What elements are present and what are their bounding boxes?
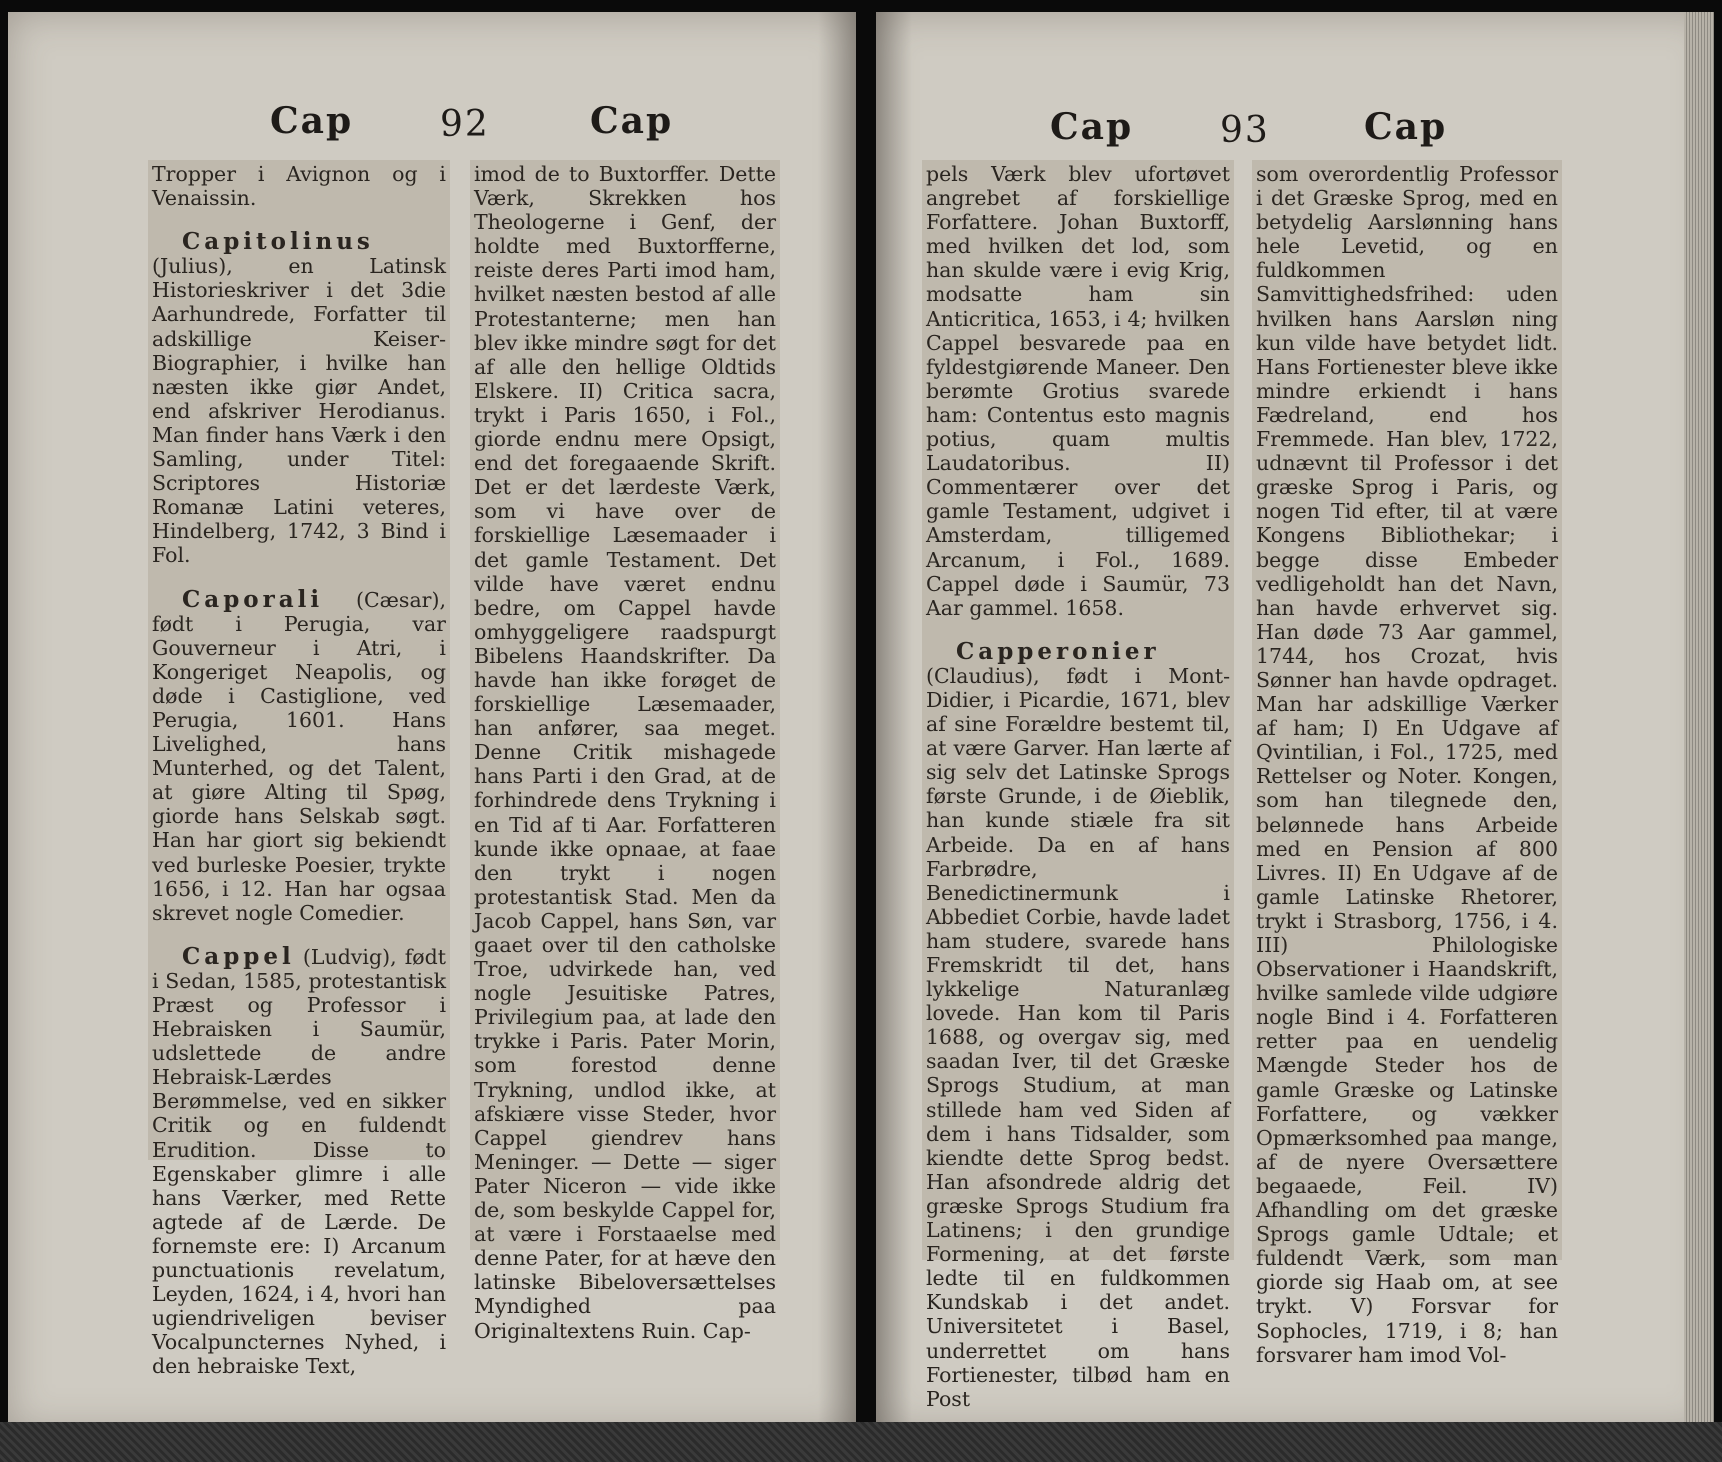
- paragraph: Tropper i Avignon og i Venaissin.: [152, 162, 446, 211]
- paragraph: imod de to Buxtorffer. Dette Værk, Skrekken hos Theologerne i Genf, der holdte med Buxtorfferne, reiste deres Parti imod ham, hvilket næsten bestod af alle Protestanterne; men han blev ikke mindre søgt for det af alle den hellige Oldtids Elskere. II) Critica sacra, trykt i Paris 1650, i Fol., giorde endnu mere Opsigt, end det foregaaende Skrift. Det er det lærdeste Værk, som vi have over de forskiellige Læsemaader i det gamle Testament. Det vilde have været endnu bedre, om Cappel havde omhyggeligere raadspurgt Bibelens Haandskrifter. Da havde han ikke forøget de forskiellige Læsemaader, han anfører, saa meget. Denne Critik mishagede hans Parti i den Grad, at de forhindrede dens Trykning i en Tid af ti Aar. Forfatteren kunde ikke opnaae, at faae den trykt i nogen protestantisk Stad. Men da Jacob Cappel, hans Søn, var gaaet over til den catholske Troe, udvirkede han, ved nogle Jesuitiske Patres, Privilegium paa, at lade den trykke i Paris. Pater Morin, som forestod denne Trykning, undlod ikke, at afskiære visse Steder, hvor Cappel giendrev hans Meninger. — Dette — siger Pater Niceron — vide ikke de, som beskylde Cappel for, at være i Forstaaelse med denne Pater, for at hæve den latinske Bibeloversættelses Myndighed paa Originaltextens Ruin. Cap-: [474, 162, 776, 1343]
- left-column-1: [152, 162, 446, 1379]
- headword: Capperonier: [956, 637, 1160, 665]
- right-header-right: Cap: [1364, 106, 1448, 148]
- headword: Capitolinus: [182, 228, 374, 256]
- left-column-2: [474, 162, 776, 1343]
- headword: Caporali: [182, 585, 324, 613]
- left-page-number: 92: [440, 104, 490, 145]
- entry-text: (Ludvig), født i Sedan, 1585, protestantisk Præst og Professor i Hebraisken i Saumür, udslettede de andre Hebraisk-Lærdes Berømmelse, ved en sikker Critik og en fuldendt Erudition. Disse to Egenskaber glimre i alle hans Værker, med Rette agtede af de Lærde. De fornemste ere: I) Arcanum punctuationis revelatum, Leyden, 1624, i 4, hvori han ugiendriveligen beviser Vocalpuncternes Nyhed, i den hebraiske Text,: [152, 944, 446, 1379]
- entry-text: (Julius), en Latinsk Historieskriver i det 3die Aarhundrede, Forfatter til adskillige Keiser-Biographier, i hvilke han næsten ikke giør Andet, end afskriver Herodianus. Man finder hans Værk i den Samling, under Titel: Scriptores Historiæ Romanæ Latini veteres, Hindelberg, 1742, 3 Bind i Fol.: [152, 254, 446, 568]
- page-edge-stack: [1684, 12, 1714, 1432]
- paragraph: pels Værk blev ufortøvet angrebet af forskiellige Forfattere. Johan Buxtorff, med hvilken det lod, som han skulde være i evig Krig, modsatte ham sin Anticritica, 1653, i 4; hvilken Cappel besvarede paa en fyldestgiørende Maneer. Den berømte Grotius svarede ham: Contentus esto magnis potius, quam multis Laudatoribus. II) Commentærer over det gamle Testament, udgivet i Amsterdam, tilligemed Arcanum, i Fol., 1689. Cappel døde i Saumür, 73 Aar gammel. 1658.: [926, 162, 1230, 620]
- right-page-number: 93: [1220, 110, 1270, 151]
- left-gutter-shadow: [818, 12, 856, 1432]
- entry-caporali: [152, 585, 446, 925]
- right-column-1: [926, 162, 1230, 1411]
- entry-text: (Cæsar), født i Perugia, var Gouverneur i Atri, i Kongeriget Neapolis, og døde i Castiglione, ved Perugia, 1601. Hans Livelighed, hans Munterhed, og det Talent, at giøre Alting til Spøg, giorde hans Selskab søgt. Han har giort sig bekiendt ved burleske Poesier, trykte 1656, i 12. Han har ogsaa skrevet nogle Comedier.: [152, 587, 446, 925]
- right-column-2: [1256, 162, 1558, 1367]
- left-header-right: Cap: [590, 100, 674, 142]
- paragraph: som overordentlig Professor i det Græske Sprog, med en betydelig Aarslønning hans hele Levetid, og en fuldkommen Samvittighedsfrihed: uden hvilken hans Aarsløn ning kun vilde have betydet lidt. Hans Fortienester bleve ikke mindre erkiendt i hans Fædreland, end hos Fremmede. Han blev, 1722, udnævnt til Professor i det græske Sprog i Paris, og nogen Tid efter, til at være Kongens Bibliothekar; i begge disse Embeder vedligeholdt han det Navn, han havde erhvervet sig. Han døde 73 Aar gammel, 1744, hos Crozat, hvis Sønner han havde opdraget. Man har adskillige Værker af ham; I) En Udgave af Qvintilian, i Fol., 1725, med Rettelser og Noter. Kongen, som han tilegnede den, belønnede hans Arbeide med en Pension af 800 Livres. II) En Udgave af de gamle Latinske Rhetorer, trykt i Strasborg, 1756, i 4. III) Philologiske Observationer i Haandskrift, hvilke samlede vilde udgiøre nogle Bind i 4. Forfatteren retter paa en uendelig Mængde Steder hos de gamle Græske og Latinske Forfattere, og vækker Opmærksomhed paa mange, af de nyere Oversættere begaaede, Feil. IV) Afhandling om det græske Sprogs gamle Udtale; et fuldendt Værk, som man giorde sig Haab om, at see trykt. V) Forsvar for Sophocles, 1719, i 8; han forsvarer ham imod Vol-: [1256, 162, 1558, 1367]
- right-gutter-shadow: [876, 12, 912, 1432]
- table-surface: [0, 1422, 1722, 1462]
- entry-capitolinus: [152, 230, 446, 567]
- entry-cappel: [152, 942, 446, 1379]
- headword: Cappel: [182, 942, 295, 970]
- right-header-left: Cap: [1050, 106, 1134, 148]
- entry-text: (Claudius), født i Mont-Didier, i Picardie, 1671, blev af sine Forældre bestemt til, at være Garver. Han lærte af sig selv det Latinske Sprogs første Grunde, i de Øieblik, han kunde stiæle fra sit Arbeide. Da en af hans Farbrødre, Benedictinermunk i Abbediet Corbie, havde ladet ham studere, svarede hans Fremskridt til det, hans lykkelige Naturanlæg lovede. Han kom til Paris 1688, og overgav sig, med saadan Iver, til det Græske Sprogs Studium, at man stillede ham ved Siden af dem i hans Tidsalder, som kiendte dette Sprog bedst. Han afsondrede aldrig det græske Sprogs Studium fra Latinens; i den grundige Formening, at det første ledte til en fuldkommen Kundskab i det andet. Universitetet i Basel, underrettet om hans Fortienester, tilbød ham en Post: [926, 663, 1230, 1411]
- left-header-left: Cap: [270, 100, 354, 142]
- entry-capperonier: [926, 637, 1230, 1411]
